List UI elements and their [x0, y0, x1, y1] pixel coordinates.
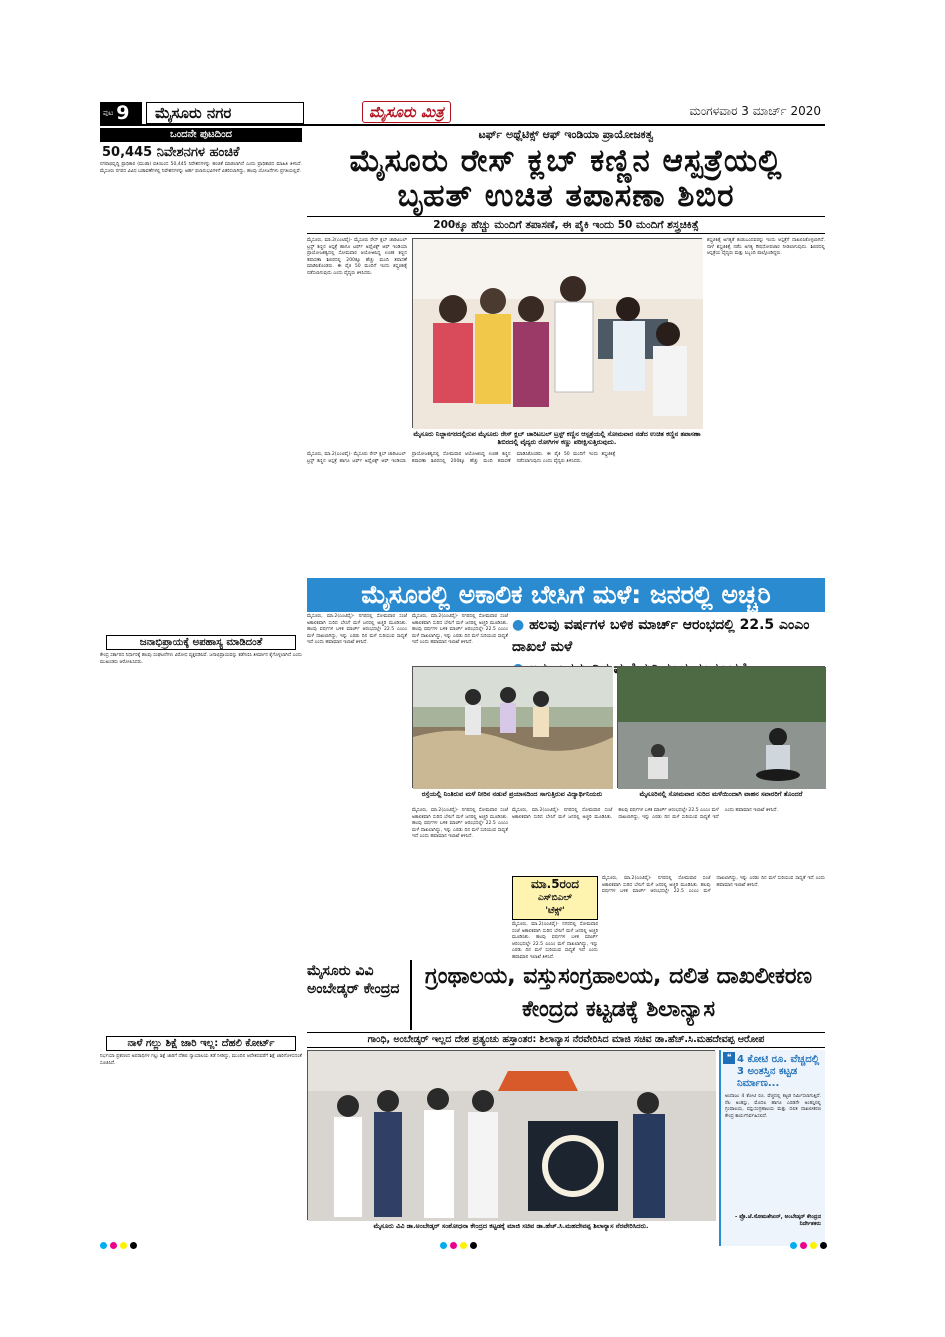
page-number-box	[100, 102, 142, 124]
sbl-box-line2: ಎಸ್‌ಬಿಎಲ್	[537, 893, 573, 903]
magenta-dot-icon	[800, 1242, 807, 1249]
story2-body-cols-text: ಮೈಸೂರು, ಮಾ.2(ಎಂಟಿವೈ)- ನಗರದಲ್ಲಿ ಸೋಮವಾರ ಸಂಜೆ ಅಕಾಲಿಕವಾಗಿ ಸುರಿದ ಬೇಸಿಗೆ ಮಳೆ ಜನರಲ್ಲಿ ಅಚ್ಚರಿ ಮೂಡಿಸಿತು. ಹಲವು ವರ್ಷಗಳ ಬಳಿಕ ಮಾರ್ಚ್ ಆರಂಭದಲ್ಲೇ 22.5 ಎಂಎಂ ಮಳೆ ದಾಖಲಾಗಿದ್ದು, ಇನ್ನು ಎರಡು ದಿನ ಮಳೆ ಸುರಿಯುವ ಸಾಧ್ಯತೆ ಇದೆ ಎಂದು ಹವಾಮಾನ ಇಲಾಖೆ ತಿಳಿಸಿದೆ.	[512, 808, 778, 820]
quote-signature: - ಪ್ರೊ.ಜೆ.ಸೋಮಶೇಖರ್, ಅಂಬೇಡ್ಕರ್ ಕೇಂದ್ರದ ನಿರ್ದೇಶಕರು	[735, 1214, 821, 1227]
black-dot-icon	[130, 1242, 137, 1249]
quote-sidebox	[719, 1050, 825, 1246]
yellow-dot-icon	[120, 1242, 127, 1249]
story1-body-left-text: ಮೈಸೂರು, ಮಾ.2(ಎಂಟಿವೈ)- ಮೈಸೂರು ರೇಸ್ ಕ್ಲಬ್ ಚಾರಿಟಬಲ್ ಟ್ರಸ್ಟ್ ಕಣ್ಣಿನ ಆಸ್ಪತ್ರೆ ಹಾಗೂ ಟರ್ಫ್ ಅಥ್ಲೆಟಿಕ್ಸ್ ಆಫ್ ಇಂಡಿಯಾ ಪ್ರಾಯೋಜಕತ್ವದಲ್ಲಿ ಸೋಮವಾರ ಆಯೋಜಿಸಿದ್ದ ಉಚಿತ ಕಣ್ಣಿನ ತಪಾಸಣಾ ಶಿಬಿರದಲ್ಲಿ 200ಕ್ಕೂ ಹೆಚ್ಚು ಮಂದಿ ತಪಾಸಣೆ ಮಾಡಿಸಿಕೊಂಡರು. ಈ ಪೈಕಿ 50 ಮಂದಿಗೆ ಇಂದು ಶಸ್ತ್ರಚಿಕಿತ್ಸೆ ನಡೆಸಲಾಗುವುದು ಎಂದು ವೈದ್ಯರು ತಿಳಿಸಿದರು.	[307, 238, 407, 276]
story1-body-right-text: ಶಸ್ತ್ರಚಿಕಿತ್ಸೆ ಅಗತ್ಯತೆ ಕಂಡುಬಂದವರನ್ನು ಇಂದು ಆಸ್ಪತ್ರೆಗೆ ದಾಖಲಿಸಿಕೊಳ್ಳಲಾಗಿದೆ. ನಾಳೆ ಶಸ್ತ್ರಚಿಕಿತ್ಸೆ ನಡೆಸಿ ಅಗತ್ಯ ಔಷಧೋಪಚಾರ ನೀಡಲಾಗುವುದು. ಶಿಬಿರದಲ್ಲಿ ಆಸ್ಪತ್ರೆಯ ವೈದ್ಯರು ಮತ್ತು ಸಿಬ್ಬಂದಿ ಪಾಲ್ಗೊಂಡಿದ್ದರು.	[707, 238, 825, 257]
story2-bullet-1	[512, 614, 825, 658]
story2-headline: ಮೈಸೂರಲ್ಲಿ ಅಕಾಲಿಕ ಬೇಸಿಗೆ ಮಳೆ: ಜನರಲ್ಲಿ ಅಚ್ಚರಿ	[307, 578, 825, 612]
left-body-1	[100, 162, 302, 632]
left-column	[100, 128, 302, 1238]
story1-body-bottom-text: ಮೈಸೂರು, ಮಾ.2(ಎಂಟಿವೈ)- ಮೈಸೂರು ರೇಸ್ ಕ್ಲಬ್ ಚಾರಿಟಬಲ್ ಟ್ರಸ್ಟ್ ಕಣ್ಣಿನ ಆಸ್ಪತ್ರೆ ಹಾಗೂ ಟರ್ಫ್ ಅಥ್ಲೆಟಿಕ್ಸ್ ಆಫ್ ಇಂಡಿಯಾ ಪ್ರಾಯೋಜಕತ್ವದಲ್ಲಿ ಸೋಮವಾರ ಆಯೋಜಿಸಿದ್ದ ಉಚಿತ ಕಣ್ಣಿನ ತಪಾಸಣಾ ಶಿಬಿರದಲ್ಲಿ 200ಕ್ಕೂ ಹೆಚ್ಚು ಮಂದಿ ತಪಾಸಣೆ ಮಾಡಿಸಿಕೊಂಡರು. ಈ ಪೈಕಿ 50 ಮಂದಿಗೆ ಇಂದು ಶಸ್ತ್ರಚಿಕಿತ್ಸೆ ನಡೆಸಲಾಗುವುದು ಎಂದು ವೈದ್ಯರು ತಿಳಿಸಿದರು.	[307, 452, 616, 464]
sbl-box-line3: 'ಟೆಕ್ಸ್'	[545, 906, 565, 916]
story3-headline: ಗ್ರಂಥಾಲಯ, ವಸ್ತುಸಂಗ್ರಹಾಲಯ, ದಲಿತ ದಾಖಲೀಕರಣ ಕೇಂದ್ರದ ಕಟ್ಟಡಕ್ಕೆ ಶಿಲಾನ್ಯಾಸ	[410, 960, 825, 1030]
date-line: ಮಂಗಳವಾರ 3 ಮಾರ್ಚ್ 2020	[689, 104, 821, 118]
yellow-dot-icon	[810, 1242, 817, 1249]
story2-body-left-text: ಮೈಸೂರು, ಮಾ.2(ಎಂಟಿವೈ)- ನಗರದಲ್ಲಿ ಸೋಮವಾರ ಸಂಜೆ ಅಕಾಲಿಕವಾಗಿ ಸುರಿದ ಬೇಸಿಗೆ ಮಳೆ ಜನರಲ್ಲಿ ಅಚ್ಚರಿ ಮೂಡಿಸಿತು. ಹಲವು ವರ್ಷಗಳ ಬಳಿಕ ಮಾರ್ಚ್ ಆರಂಭದಲ್ಲೇ 22.5 ಎಂಎಂ ಮಳೆ ದಾಖಲಾಗಿದ್ದು, ಇನ್ನು ಎರಡು ದಿನ ಮಳೆ ಸುರಿಯುವ ಸಾಧ್ಯತೆ ಇದೆ ಎಂದು ಹವಾಮಾನ ಇಲಾಖೆ ತಿಳಿಸಿದೆ.	[307, 614, 407, 646]
foundation-photo-art	[308, 1051, 716, 1221]
story2-body-mid-text: ಮೈಸೂರು, ಮಾ.2(ಎಂಟಿವೈ)- ನಗರದಲ್ಲಿ ಸೋಮವಾರ ಸಂಜೆ ಅಕಾಲಿಕವಾಗಿ ಸುರಿದ ಬೇಸಿಗೆ ಮಳೆ ಜನರಲ್ಲಿ ಅಚ್ಚರಿ ಮೂಡಿಸಿತು. ಹಲವು ವರ್ಷಗಳ ಬಳಿಕ ಮಾರ್ಚ್ ಆರಂಭದಲ್ಲೇ 22.5 ಎಂಎಂ ಮಳೆ ದಾಖಲಾಗಿದ್ದು, ಇನ್ನು ಎರಡು ದಿನ ಮಳೆ ಸುರಿಯುವ ಸಾಧ್ಯತೆ ಇದೆ ಎಂದು ಹವಾಮಾನ ಇಲಾಖೆ ತಿಳಿಸಿದೆ.	[412, 614, 508, 646]
story3-caption: ಮೈಸೂರು ವಿವಿ ಡಾ.ಅಂಬೇಡ್ಕರ್ ಸಂಶೋಧನಾ ಕೇಂದ್ರದ ಕಟ್ಟಡಕ್ಕೆ ಮಾಜಿ ಸಚಿವ ಡಾ.ಹೆಚ್.ಸಿ.ಮಹದೇವಪ್ಪ ಶಿಲಾನ್ಯಾಸ ನೆರವೇರಿಸಿದರು.	[373, 1222, 649, 1230]
left-kicker: ಒಂದನೇ ಪುಟದಿಂದ	[100, 128, 302, 142]
black-dot-icon	[820, 1242, 827, 1249]
bullet-dot-icon: ●	[512, 617, 525, 633]
cyan-dot-icon	[440, 1242, 447, 1249]
left-para-3: ನಿರ್ಭಯಾ ಪ್ರಕರಣದ ಅಪರಾಧಿಗಳ ಗಲ್ಲು ಶಿಕ್ಷೆ ಜಾರಿಗೆ ದೆಹಲಿ ನ್ಯಾಯಾಲಯ ತಡೆ ನೀಡಿದ್ದು, ಮುಂದಿನ ಆದೇಶದವರೆಗೆ ಶಿಕ್ಷೆ ಜಾರಿಗೊಳಿಸದಂತೆ ಸೂಚಿಸಿದೆ.	[100, 1054, 302, 1066]
story2-bullet-1-text: ಹಲವು ವರ್ಷಗಳ ಬಳಿಕ ಮಾರ್ಚ್ ಆರಂಭದಲ್ಲಿ 22.5 ಎಂಎಂ ದಾಖಲೆ ಮಳೆ	[512, 617, 810, 655]
rain-photo-1-art	[413, 667, 613, 789]
story2-body-cols	[512, 808, 825, 874]
rain-photo-2	[617, 666, 825, 788]
registration-marks-left	[100, 1242, 137, 1249]
section-title: ಮೈಸೂರು ನಗರ	[146, 102, 304, 124]
magenta-dot-icon	[450, 1242, 457, 1249]
registration-marks-center	[440, 1242, 477, 1249]
sbl-box	[512, 876, 598, 920]
story1-body-bottom	[307, 452, 825, 574]
rain-photo-1	[412, 666, 612, 788]
quote-icon: ❝	[723, 1052, 735, 1064]
sbl-body-under-text: ಮೈಸೂರು, ಮಾ.2(ಎಂಟಿವೈ)- ನಗರದಲ್ಲಿ ಸೋಮವಾರ ಸಂಜೆ ಅಕಾಲಿಕವಾಗಿ ಸುರಿದ ಬೇಸಿಗೆ ಮಳೆ ಜನರಲ್ಲಿ ಅಚ್ಚರಿ ಮೂಡಿಸಿತು. ಹಲವು ವರ್ಷಗಳ ಬಳಿಕ ಮಾರ್ಚ್ ಆರಂಭದಲ್ಲೇ 22.5 ಎಂಎಂ ಮಳೆ ದಾಖಲಾಗಿದ್ದು, ಇನ್ನು ಎರಡು ದಿನ ಮಳೆ ಸುರಿಯುವ ಸಾಧ್ಯತೆ ಇದೆ ಎಂದು ಹವಾಮಾನ ಇಲಾಖೆ ತಿಳಿಸಿದೆ.	[512, 922, 598, 960]
quote-title: 4 ಕೋಟಿ ರೂ. ವೆಚ್ಚದಲ್ಲಿ 3 ಅಂತಸ್ತಿನ ಕಟ್ಟಡ ನಿರ್ಮಾಣ...	[737, 1054, 820, 1089]
story2-body-col2-text: ಮೈಸೂರು, ಮಾ.2(ಎಂಟಿವೈ)- ನಗರದಲ್ಲಿ ಸೋಮವಾರ ಸಂಜೆ ಅಕಾಲಿಕವಾಗಿ ಸುರಿದ ಬೇಸಿಗೆ ಮಳೆ ಜನರಲ್ಲಿ ಅಚ್ಚರಿ ಮೂಡಿಸಿತು. ಹಲವು ವರ್ಷಗಳ ಬಳಿಕ ಮಾರ್ಚ್ ಆರಂಭದಲ್ಲೇ 22.5 ಎಂಎಂ ಮಳೆ ದಾಖಲಾಗಿದ್ದು, ಇನ್ನು ಎರಡು ದಿನ ಮಳೆ ಸುರಿಯುವ ಸಾಧ್ಯತೆ ಇದೆ ಎಂದು ಹವಾಮಾನ ಇಲಾಖೆ ತಿಳಿಸಿದೆ.	[412, 808, 508, 840]
left-subhead-1: ಜನಾಭಿಪ್ರಾಯಕ್ಕೆ ಅಪಹಾಸ್ಯ ಮಾಡಿದಂತೆ	[106, 635, 296, 650]
story3-kicker: ಮೈಸೂರು ವಿವಿ ಅಂಬೇಡ್ಕರ್ ಕೇಂದ್ರದ	[307, 963, 400, 997]
story1-caption: ಮೈಸೂರು ನಿಜ್ಜಾನಗರದಲ್ಲಿರುವ ಮೈಸೂರು ರೇಸ್ ಕ್ಲಬ್ ಚಾರಿಟಬಲ್ ಟ್ರಸ್ಟ್ ಕಣ್ಣಿನ ಆಸ್ಪತ್ರೆಯಲ್ಲಿ ಸೋಮವಾರ ನಡೆದ ಉಚಿತ ಕಣ್ಣಿನ ತಪಾಸಣಾ ಶಿಬಿರದಲ್ಲಿ ವೈದ್ಯರು ರೋಗಿಗಳ ಕಣ್ಣು ಪರೀಕ್ಷಿಸುತ್ತಿರುವುದು.	[413, 430, 701, 446]
story1-headline: ಮೈಸೂರು ರೇಸ್ ಕ್ಲಬ್ ಕಣ್ಣಿನ ಆಸ್ಪತ್ರೆಯಲ್ಲಿ ಬೃಹತ್ ಉಚಿತ ತಪಾಸಣಾ ಶಿಬಿರ	[349, 143, 783, 214]
page-header	[100, 100, 825, 126]
story2-body-mid	[412, 614, 508, 674]
sbl-body-under	[512, 922, 598, 960]
page-label: ಪುಟ	[103, 108, 114, 117]
story2-bullets	[512, 614, 825, 662]
eye-camp-photo	[412, 238, 702, 428]
left-headline: 50,445 ನಿವೇಶನಗಳ ಹಂಚಿಕೆ	[102, 145, 240, 160]
cyan-dot-icon	[100, 1242, 107, 1249]
sbl-box-title: ಮಾ.5ರಂದ	[531, 877, 579, 891]
newspaper-page	[100, 100, 825, 1238]
black-dot-icon	[470, 1242, 477, 1249]
sbl-body-text: ಮೈಸೂರು, ಮಾ.2(ಎಂಟಿವೈ)- ನಗರದಲ್ಲಿ ಸೋಮವಾರ ಸಂಜೆ ಅಕಾಲಿಕವಾಗಿ ಸುರಿದ ಬೇಸಿಗೆ ಮಳೆ ಜನರಲ್ಲಿ ಅಚ್ಚರಿ ಮೂಡಿಸಿತು. ಹಲವು ವರ್ಷಗಳ ಬಳಿಕ ಮಾರ್ಚ್ ಆರಂಭದಲ್ಲೇ 22.5 ಎಂಎಂ ಮಳೆ ದಾಖಲಾಗಿದ್ದು, ಇನ್ನು ಎರಡು ದಿನ ಮಳೆ ಸುರಿಯುವ ಸಾಧ್ಯತೆ ಇದೆ ಎಂದು ಹವಾಮಾನ ಇಲಾಖೆ ತಿಳಿಸಿದೆ.	[602, 876, 825, 895]
story2-caption-2: ಮೈಸೂರಿನಲ್ಲಿ ಸೋಮವಾರ ಸುರಿದ ಮಳೆಯಿಂದಾಗಿ ವಾಹನ ಸವಾರರಿಗೆ ತೊಂದರೆ	[639, 790, 803, 798]
masthead-logo: ಮೈಸೂರು ಮಿತ್ರ	[362, 101, 451, 123]
left-body-2	[100, 653, 302, 1033]
story2-body-left	[307, 614, 407, 954]
quote-body: ಅಂದಾಜು 4 ಕೋಟಿ ರೂ. ವೆಚ್ಚದಲ್ಲಿ ಕಟ್ಟಡ ನಿರ್ಮಿಸಲಾಗುತ್ತಿದೆ. ನೆಲ ಅಂತಸ್ತು, ಮೊದಲ ಹಾಗೂ ಎರಡನೇ ಅಂತಸ್ತಿನಲ್ಲಿ ಗ್ರಂಥಾಲಯ, ವಸ್ತುಸಂಗ್ರಹಾಲಯ ಮತ್ತು ದಲಿತ ದಾಖಲೀಕರಣ ಕೇಂದ್ರ ಕಾರ್ಯನಿರ್ವಹಿಸಲಿದೆ.	[725, 1094, 821, 1119]
yellow-dot-icon	[460, 1242, 467, 1249]
page-number: 9	[116, 102, 130, 124]
story1-strap: 200ಕ್ಕೂ ಹೆಚ್ಚು ಮಂದಿಗೆ ತಪಾಸಣೆ, ಈ ಪೈಕಿ ಇಂದು 50 ಮಂದಿಗೆ ಶಸ್ತ್ರಚಿಕಿತ್ಸೆ	[307, 216, 825, 234]
left-body-3	[100, 1054, 302, 1234]
rain-photo-2-art	[618, 667, 826, 789]
story3-strap: ಗಾಂಧಿ, ಅಂಬೇಡ್ಕರ್ ಇಲ್ಲದ ದೇಶ ಪ್ರತ್ಯಂಚು ಹಸ್ತಾಂತರ: ಶಿಲಾನ್ಯಾಸ ನೆರವೇರಿಸಿದ ಮಾಜಿ ಸಚಿವ ಡಾ.ಹೆಚ್.ಸಿ.ಮಹದೇವಪ್ಪ ಆರೋಪ	[307, 1032, 825, 1048]
story1-body-right	[707, 238, 825, 448]
story1-kicker: ಟರ್ಫ್ ಅಥ್ಲೆಟಿಕ್ಸ್ ಆಫ್ ಇಂಡಿಯಾ ಪ್ರಾಯೋಜಕತ್ವ	[478, 128, 654, 141]
registration-marks-right	[790, 1242, 827, 1249]
eye-camp-photo-art	[413, 239, 703, 429]
foundation-photo	[307, 1050, 715, 1220]
left-subhead-2: ನಾಳೆ ಗಲ್ಲು ಶಿಕ್ಷೆ ಜಾರಿ ಇಲ್ಲ: ದೆಹಲಿ ಕೋರ್ಟ್	[106, 1036, 296, 1051]
sbl-body	[602, 876, 825, 956]
story1-body-left	[307, 238, 407, 438]
left-para-1: ನಗರಾಭಿವೃದ್ಧಿ ಪ್ರಾಧಿಕಾರ (ಮುಡಾ) ವತಿಯಿಂದ 50,445 ನಿವೇಶನಗಳನ್ನು ಹಂಚಿಕೆ ಮಾಡಲಾಗಿದೆ ಎಂದು ಪ್ರಾಧಿಕಾರದ ಮಾಹಿತಿ ತಿಳಿಸಿದೆ. ಮೈಸೂರು ನಗರದ ವಿವಿಧ ಬಡಾವಣೆಗಳಲ್ಲಿ ನಿವೇಶನಗಳನ್ನು ಅರ್ಹ ಫಲಾನುಭವಿಗಳಿಗೆ ವಿತರಿಸಲಾಗಿದ್ದು, ಹಲವು ಯೋಜನೆಗಳು ಪ್ರಗತಿಯಲ್ಲಿವೆ.	[100, 162, 302, 174]
cyan-dot-icon	[790, 1242, 797, 1249]
left-para-2: ಕೇಂದ್ರ ಸರ್ಕಾರದ ನಿರ್ಧಾರಕ್ಕೆ ಹಲವು ಸಂಘಟನೆಗಳು ವಿರೋಧ ವ್ಯಕ್ತಪಡಿಸಿವೆ. ಜನಾಭಿಪ್ರಾಯವನ್ನು ಕಡೆಗಣಿಸಿ ತೀರ್ಮಾನ ಕೈಗೊಳ್ಳಲಾಗಿದೆ ಎಂದು ಮುಖಂಡರು ಆರೋಪಿಸಿದರು.	[100, 653, 302, 665]
magenta-dot-icon	[110, 1242, 117, 1249]
story2-body-col2	[412, 808, 508, 954]
story2-caption-1: ರಸ್ತೆಯಲ್ಲಿ ನಿಂತಿರುವ ಮಳೆ ನೀರಿನ ನಡುವೆ ಪ್ರಯಾಸದಿಂದ ಸಾಗುತ್ತಿರುವ ವಿದ್ಯಾರ್ಥಿನಿಯರು	[421, 790, 603, 798]
